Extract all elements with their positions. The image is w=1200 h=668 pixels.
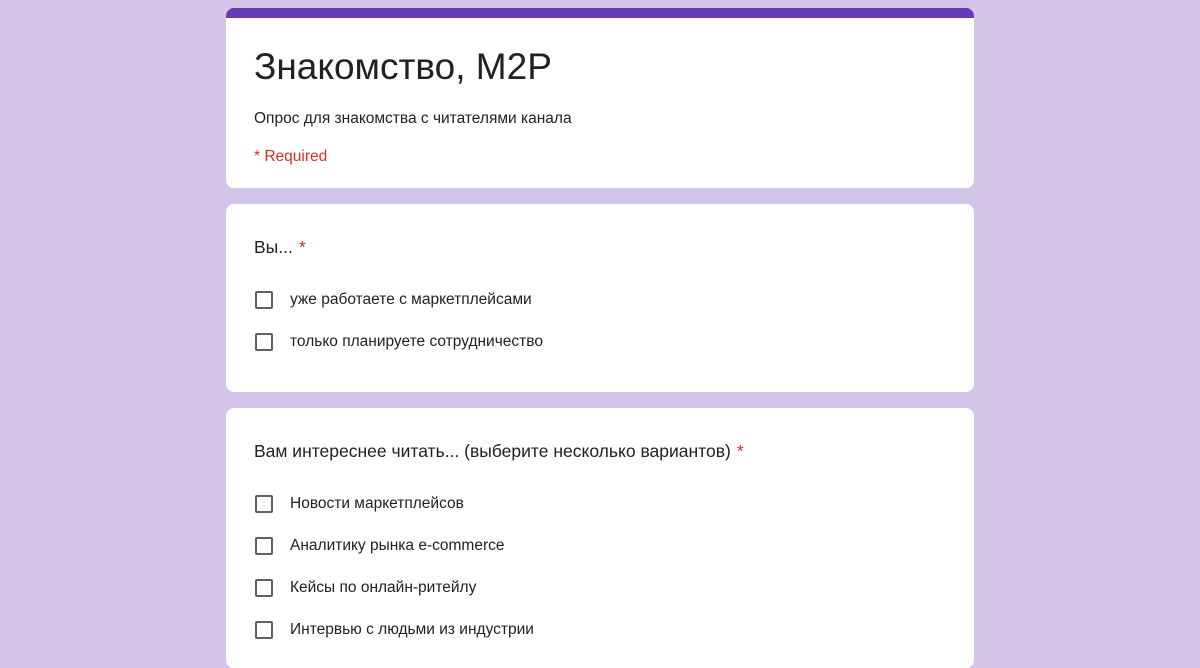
form-header-card (226, 8, 974, 188)
option-label: Аналитику рынка e-commerce (290, 537, 505, 554)
question-card-2 (226, 408, 974, 668)
option-label: Кейсы по онлайн-ритейлу (290, 579, 477, 596)
question-title-text: Вы... (254, 237, 293, 257)
checkbox-option[interactable] (254, 576, 476, 600)
checkbox-icon[interactable] (255, 621, 273, 639)
question-title-text: Вам интереснее читать... (выберите несколько вариантов) (254, 441, 731, 461)
checkbox-icon[interactable] (255, 495, 273, 513)
option-label: Интервью с людьми из индустрии (290, 621, 534, 638)
option-label: уже работаете с маркетплейсами (290, 291, 532, 308)
form-description: Опрос для знакомства с читателями канала (254, 110, 572, 127)
question-card-1 (226, 204, 974, 392)
option-label: только планируете сотрудничество (290, 333, 543, 350)
required-asterisk: * (736, 441, 744, 461)
checkbox-icon[interactable] (255, 537, 273, 555)
form-container (226, 8, 974, 668)
checkbox-option[interactable] (254, 330, 543, 354)
question-title (254, 439, 744, 463)
option-label: Новости маркетплейсов (290, 495, 464, 512)
question-title (254, 235, 306, 259)
checkbox-icon[interactable] (255, 579, 273, 597)
required-note: * Required (254, 148, 328, 165)
checkbox-option[interactable] (254, 618, 534, 642)
checkbox-option[interactable] (254, 492, 464, 516)
checkbox-option[interactable] (254, 288, 532, 312)
required-asterisk: * (298, 237, 306, 257)
checkbox-option[interactable] (254, 534, 505, 558)
form-title: Знакомство, M2P (254, 46, 552, 87)
checkbox-icon[interactable] (255, 291, 273, 309)
checkbox-icon[interactable] (255, 333, 273, 351)
